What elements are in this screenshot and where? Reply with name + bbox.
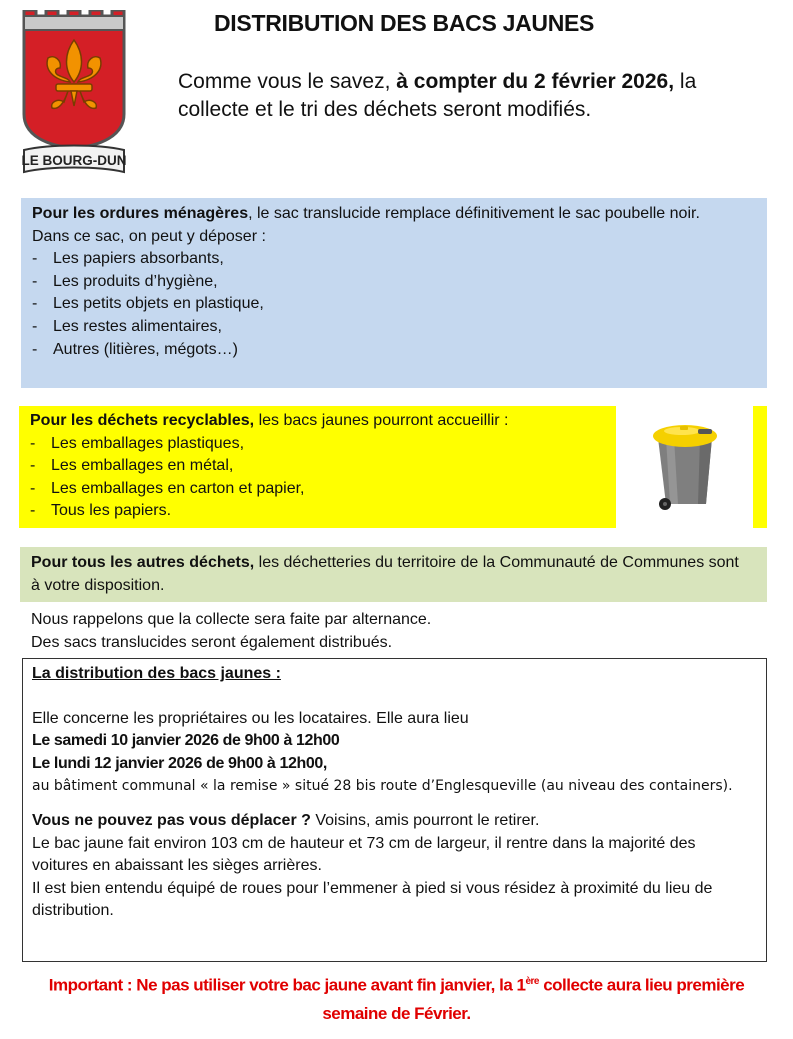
list-item: - Autres (litières, mégots…) <box>32 339 752 362</box>
list-item: - Tous les papiers. <box>30 500 610 523</box>
important-notice: Important : Ne pas utiliser votre bac jaune avant fin janvier, la 1ère collecte aura lieu première semaine de Février. <box>48 975 745 1023</box>
pickup-note: Vous ne pouvez pas vous déplacer ? Voisins, amis pourront le retirer. <box>32 812 540 829</box>
page-title: DISTRIBUTION DES BACS JAUNES <box>214 10 595 36</box>
reminder-text: Nous rappelons que la collecte sera faite par alternance. Des sacs translucides seront également distribués. <box>31 611 432 651</box>
list-item: - Les emballages en carton et papier, <box>30 478 610 501</box>
list-item: - Les emballages en métal, <box>30 455 610 478</box>
distribution-location: au bâtiment communal « la remise » situé 28 bis route d’Englesqueville (au niveau des containers). <box>32 778 733 794</box>
recyclable-section-edge <box>753 406 767 528</box>
household-waste-text: Pour les ordures ménagères, le sac translucide remplace définitivement le sac poubelle noir. Dans ce sac, on peut y déposer : - Les papiers absorbants, - Les produits d’hygiène, - Les petits objets en plastique, - Les restes alimentaires, - Autres (litières, mégots…) <box>32 203 752 361</box>
list-item: - Les restes alimentaires, <box>32 316 752 339</box>
distribution-date-2: Le lundi 12 janvier 2026 de 9h00 à 12h00, <box>32 754 327 772</box>
list-item: - Les papiers absorbants, <box>32 248 752 271</box>
town-crest-logo <box>20 10 128 174</box>
list-item: - Les produits d’hygiène, <box>32 271 752 294</box>
distribution-section: La distribution des bacs jaunes : Elle concerne les propriétaires ou les locataires. Elle aura lieu Le samedi 10 janvier 2026 de 9h00 à 12h00 Le lundi 12 janvier 2026 de 9h00 à 12h00, au bâtiment communal « la remise » situé 28 bis route d’Englesqueville (au niveau des containers). Vous ne pouvez pas vous déplacer ? Voisins, amis pourront le retirer. Le bac jaune fait environ 103 cm de hauteur et 73 cm de largeur, il rentre dans la majorité des voitures en abaissant les sièges arrières. Il est bien entendu équipé de roues pour l’emmener à pied si vous résidez à proximité du lieu de distribution. <box>22 658 767 962</box>
intro-text: Comme vous le savez, à compter du 2 février 2026, la collecte et le tri des déchets seront modifiés. <box>178 70 697 121</box>
svg-text:LE BOURG-DUN: LE BOURG-DUN <box>21 153 127 168</box>
intro-date: à compter du 2 février 2026, <box>396 70 675 93</box>
bin-size-note: Le bac jaune fait environ 103 cm de hauteur et 73 cm de largeur, il rentre dans la majorité des voitures en abaissant les sièges arrières. <box>32 834 696 874</box>
household-waste-list <box>32 248 752 361</box>
recyclable-text: Pour les déchets recyclables, les bacs jaunes pourront accueillir : - Les emballages plastiques, - Les emballages en métal, - Les emballages en carton et papier, - Tous les papiers. <box>30 410 610 523</box>
list-item: - Les petits objets en plastique, <box>32 293 752 316</box>
wheels-note: Il est bien entendu équipé de roues pour l’emmener à pied si vous résidez à proximité du lieu de distribution. <box>32 879 713 919</box>
distribution-heading: La distribution des bacs jaunes : <box>32 665 281 682</box>
distribution-date-1: Le samedi 10 janvier 2026 de 9h00 à 12h00 <box>32 732 340 749</box>
list-item: - Les emballages plastiques, <box>30 433 610 456</box>
yellow-bin-icon <box>646 420 724 514</box>
recyclable-list <box>30 433 610 523</box>
other-waste-text: Pour tous les autres déchets, les déchetteries du territoire de la Communauté de Communes sont à votre disposition. <box>31 554 739 594</box>
